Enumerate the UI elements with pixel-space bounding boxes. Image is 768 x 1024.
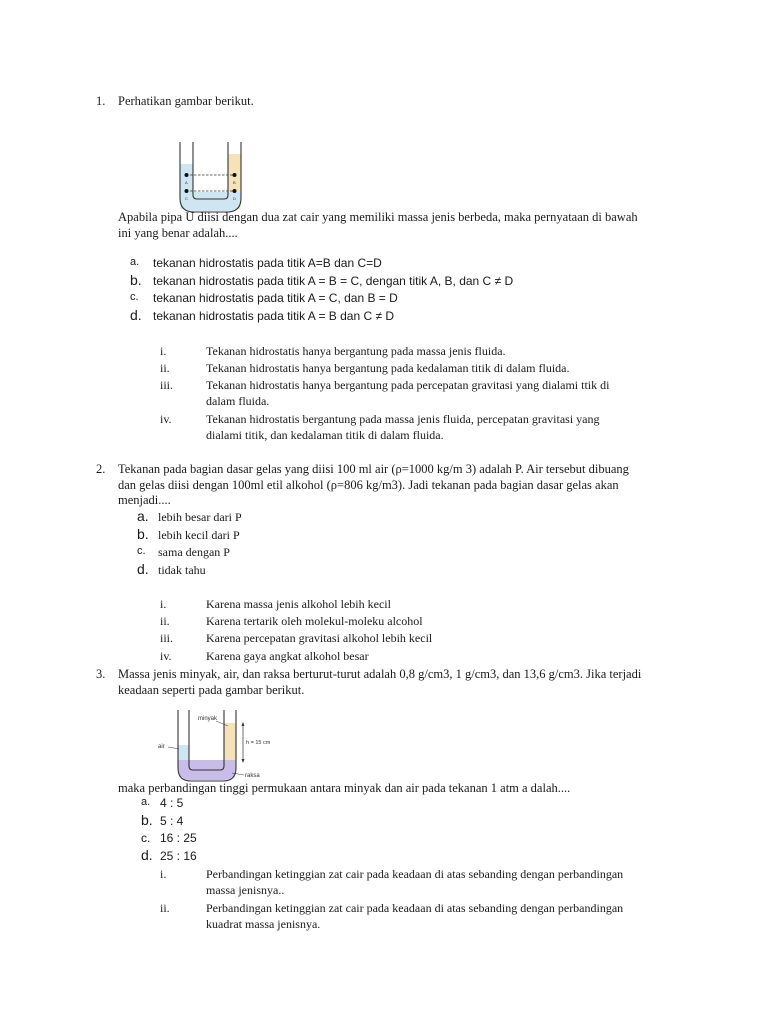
q1-reason-iv-num: iv. <box>160 412 172 426</box>
u-tube-figure-2 <box>150 708 300 788</box>
label-d: D <box>233 196 236 201</box>
q2-reason-iii[interactable]: Karena percepatan gravitasi alkohol lebih kecil <box>206 631 433 645</box>
arrow-head-bottom <box>242 759 245 763</box>
q3-option-b-letter: b. <box>141 812 153 828</box>
q1-reason-i-num: i. <box>160 344 167 358</box>
q2-option-d-letter: d. <box>137 561 149 577</box>
q3-option-d[interactable]: 25 : 16 <box>160 849 197 863</box>
q1-option-c-letter: c. <box>130 291 139 303</box>
label-c: C <box>185 196 188 201</box>
label-b: B <box>233 180 236 185</box>
question-3-stem: Massa jenis minyak, air, dan raksa berturut-turut adalah 0,8 g/cm3, 1 g/cm3, dan 13,6 g/cm3. Jika terjadi <box>118 667 642 681</box>
arrow-head-top <box>242 722 245 726</box>
q3-option-b[interactable]: 5 : 4 <box>160 814 184 828</box>
point-d <box>233 189 237 193</box>
q3-reason-ii-cont: kuadrat massa jenisnya. <box>206 917 321 931</box>
point-b <box>233 173 237 177</box>
q2-reason-i[interactable]: Karena massa jenis alkohol lebih kecil <box>206 597 391 611</box>
q1-option-d-letter: d. <box>130 307 142 323</box>
q2-reason-iii-num: iii. <box>160 631 174 645</box>
point-c <box>185 189 189 193</box>
q1-option-c[interactable]: tekanan hidrostatis pada titik A = C, dan B = D <box>153 291 398 305</box>
question-1-stem: Apabila pipa U diisi dengan dua zat cair yang memiliki massa jenis berbeda, maka pernyataan di bawah <box>118 210 638 224</box>
question-2-stem-cont: dan gelas diisi dengan 100ml etil alkohol (ρ=806 kg/m3). Jadi tekanan pada bagian dasar gelas akan <box>118 478 619 492</box>
q2-option-b-letter: b. <box>137 526 149 542</box>
q2-option-a[interactable]: lebih besar dari P <box>158 510 242 524</box>
q1-option-b-letter: b. <box>130 272 142 288</box>
question-1-number: 1. <box>96 94 106 108</box>
label-raksa: raksa <box>245 773 260 779</box>
label-height: h = 15 cm <box>246 740 271 746</box>
q2-option-a-letter: a. <box>137 508 149 524</box>
question-3-number: 3. <box>96 667 106 681</box>
q3-option-c[interactable]: 16 : 25 <box>160 831 197 845</box>
q2-reason-i-num: i. <box>160 597 167 611</box>
q1-reason-iv[interactable]: Tekanan hidrostatis bergantung pada massa jenis fluida, percepatan gravitasi yang <box>206 412 600 426</box>
q3-option-a-letter: a. <box>141 796 151 808</box>
q1-reason-ii[interactable]: Tekanan hidrostatis hanya bergantung pada kedalaman titik di dalam fluida. <box>206 361 570 375</box>
water-column <box>179 745 189 762</box>
q3-reason-ii-num: ii. <box>160 901 170 915</box>
q1-reason-iii-num: iii. <box>160 378 174 392</box>
q2-reason-ii[interactable]: Karena tertarik oleh molekul-moleku alcohol <box>206 614 423 628</box>
question-3-question: maka perbandingan tinggi permukaan antara minyak dan air pada tekanan 1 atm a dalah.... <box>118 781 571 795</box>
q1-reason-iii-cont: dalam fluida. <box>206 394 270 408</box>
label-minyak: minyak <box>198 716 218 722</box>
q3-reason-ii[interactable]: Perbandingan ketinggian zat cair pada keadaan di atas sebanding dengan perbandingan <box>206 901 624 915</box>
q1-reason-iv-cont: dialami titik, dan kedalaman titik di dalam fluida. <box>206 428 444 442</box>
q3-reason-i[interactable]: Perbandingan ketinggian zat cair pada keadaan di atas sebanding dengan perbandingan <box>206 867 624 881</box>
q2-reason-iv-num: iv. <box>160 649 172 663</box>
question-2-stem-end: menjadi.... <box>118 493 171 507</box>
q1-option-a-letter: a. <box>130 256 140 268</box>
q3-option-a[interactable]: 4 : 5 <box>160 796 184 810</box>
air-leader <box>168 747 179 749</box>
question-1-prompt: Perhatikan gambar berikut. <box>118 94 254 108</box>
q1-option-b[interactable]: tekanan hidrostatis pada titik A = B = C, dengan titik A, B, dan C ≠ D <box>153 274 514 288</box>
question-2-stem: Tekanan pada bagian dasar gelas yang diisi 100 ml air (ρ=1000 kg/m 3) adalah P. Air tersebut dibuang <box>118 462 629 476</box>
question-2-number: 2. <box>96 462 106 476</box>
q2-option-c[interactable]: sama dengan P <box>158 545 230 559</box>
q1-reason-ii-num: ii. <box>160 361 170 375</box>
q2-reason-iv[interactable]: Karena gaya angkat alkohol besar <box>206 649 369 663</box>
q2-option-d[interactable]: tidak tahu <box>158 563 206 577</box>
oil-column <box>225 723 236 762</box>
q2-option-b[interactable]: lebih kecil dari P <box>158 528 240 542</box>
q1-option-a[interactable]: tekanan hidrostatis pada titik A=B dan C=D <box>153 256 382 270</box>
tube-inner-wall <box>193 142 228 199</box>
q3-option-d-letter: d. <box>141 847 153 863</box>
label-a: A <box>185 180 188 185</box>
point-a <box>185 173 189 177</box>
q3-reason-i-cont: massa jenisnya.. <box>206 883 285 897</box>
q2-option-c-letter: c. <box>137 545 146 557</box>
q1-option-d[interactable]: tekanan hidrostatis pada titik A = B dan C ≠ D <box>153 309 395 323</box>
question-3-stem-cont: keadaan seperti pada gambar berikut. <box>118 683 305 697</box>
question-1-stem-cont: ini yang benar adalah.... <box>118 226 238 240</box>
u-tube-figure-1 <box>176 140 246 216</box>
q3-option-c-letter: c. <box>141 831 151 845</box>
q3-reason-i-num: i. <box>160 867 167 881</box>
q1-reason-iii[interactable]: Tekanan hidrostatis hanya bergantung pada percepatan gravitasi yang dialami ttik di <box>206 378 610 392</box>
q2-reason-ii-num: ii. <box>160 614 170 628</box>
label-air: air <box>158 744 165 750</box>
q1-reason-i[interactable]: Tekanan hidrostatis hanya bergantung pada massa jenis fluida. <box>206 344 506 358</box>
